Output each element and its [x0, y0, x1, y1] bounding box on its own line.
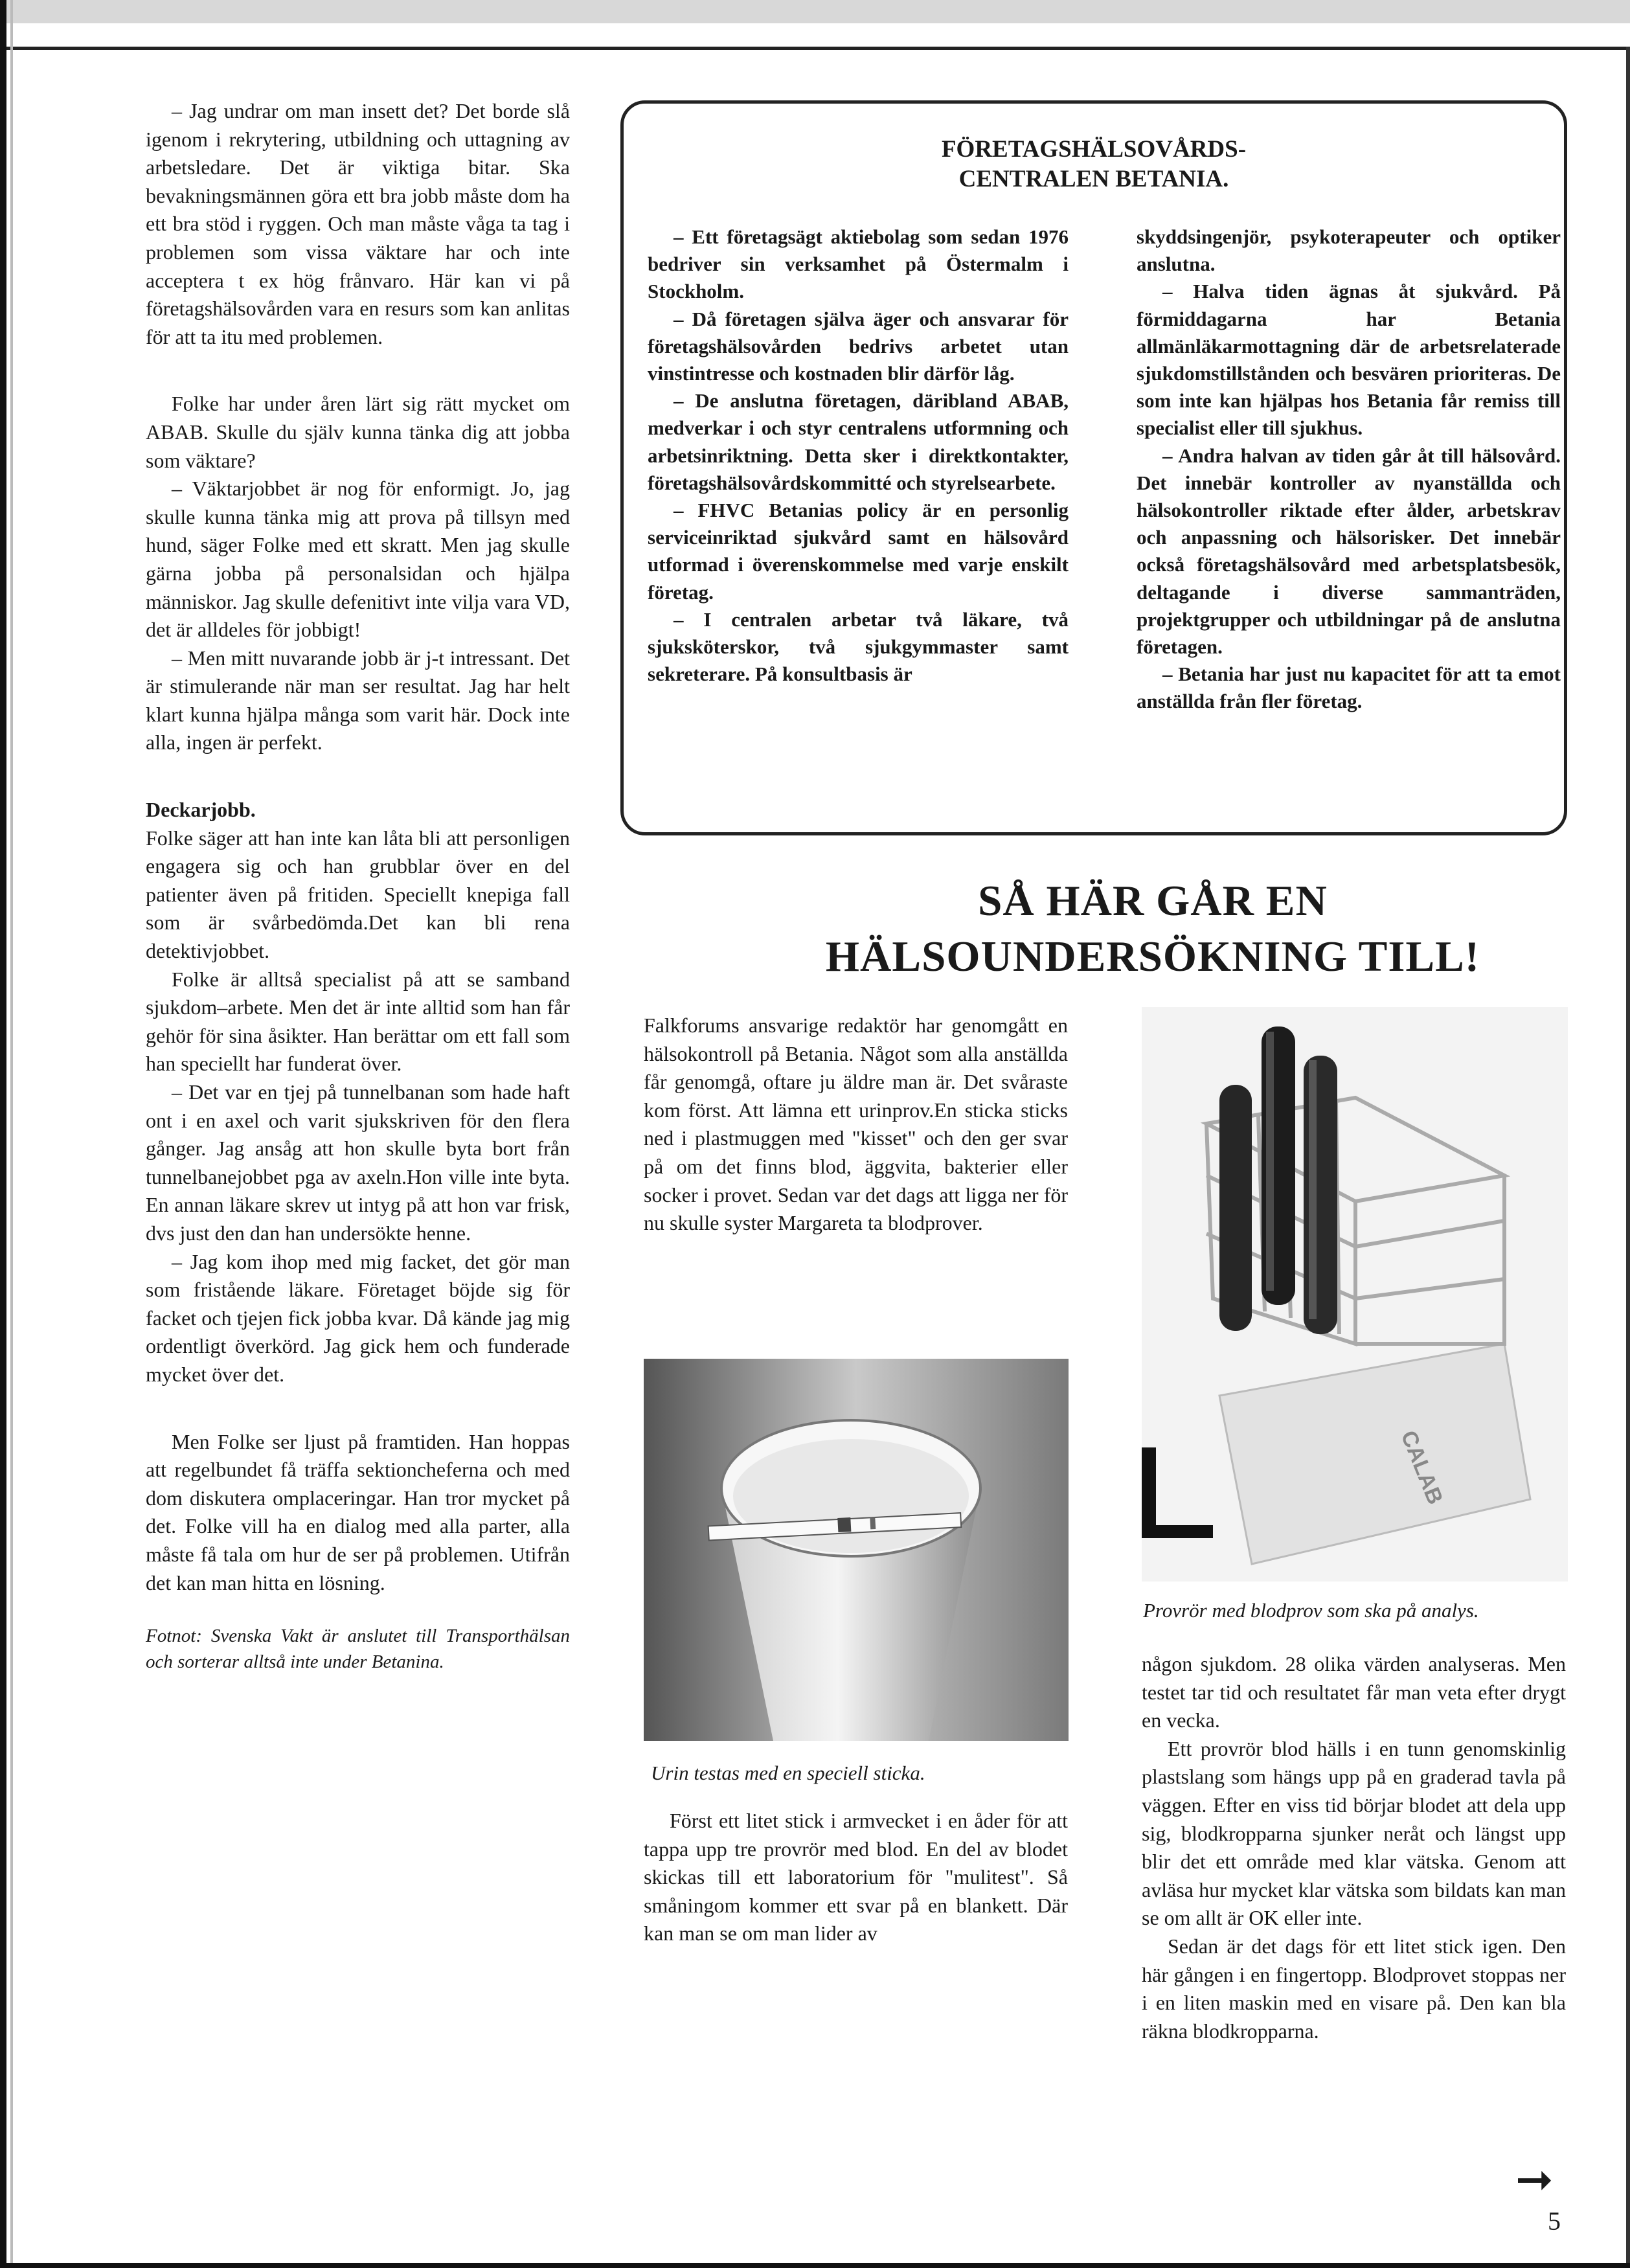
middle-intro-paragraph: Falkforums ansvarige redaktör har genomgått en hälsokontroll på Betania. Något som alla anställda får genomgå, oftare ju äldre man är. Det svåraste kom först. Att lämna ett urinprov.En sticka sticks ned i plastmuggen med "kisset" och den ger svar på om det finns blod, äggvita, bakterier eller socker i provet. Sedan var det dags att ligga ner för nu skulle syster Margareta ta blodprover. [644, 1014, 1068, 1235]
info-box-left-column [648, 223, 1069, 688]
scan-header-rule [0, 0, 1630, 50]
subhead-deckarjobb: Deckarjobb. [146, 798, 256, 822]
headline-line-1: SÅ HÄR GÅR EN [978, 877, 1328, 925]
footnote: Fotnot: Svenska Vakt är anslutet till Transporthälsan och sorterar alltså inte under Betanina. [146, 1626, 570, 1673]
box-left-item: – I centralen arbetar två läkare, två sjuksköterskor, två sjukgymmaster samt sekreterare. På konsultbasis är [648, 607, 1069, 686]
left-paragraph-3: – Väktarjobbet är nog för enformigt. Jo, jag skulle kunna tänka mig att prova på tillsyn med hund, säger Folke med ett skratt. Men jag skulle gärna jobba på personalsidan och hjälpa människor. Jag skulle defenitivt inte vilja vara VD, det är alldeles för jobbigt! [146, 477, 570, 642]
blood-tubes-photo [1142, 1007, 1568, 1582]
headline-line-2: HÄLSOUNDERSÖKNING TILL! [825, 933, 1480, 981]
box-right-item: – Halva tiden ägnas åt sjukvård. På förmiddagarna har Betania allmänläkarmottagning där de arbetsrelaterade sjukdomstillstånden och besvären prioriteras. De som inte kan hjälpas hos Betania får remiss till specialist eller till sjukhus. [1137, 280, 1561, 440]
left-paragraph-7: – Det var en tjej på tunnelbanan som hade haft ont i en axel och varit sjukskriven för den flera gånger. Jag ansåg att hon skulle byta bort från tunnelbanejobbet pga av axeln.Hon ville inte byta. En annan läkare skrev ut intyg på att hon var frisk, dvs just den dan han undersökte henne. [146, 1080, 570, 1245]
paragraph-gap [146, 757, 570, 796]
paragraph-gap [146, 351, 570, 390]
left-paragraph-2: Folke har under åren lärt sig rätt mycket om ABAB. Skulle du själv kunna tänka dig att jobba som väktare? [146, 392, 570, 472]
info-box-title-line-2: CENTRALEN BETANIA. [958, 166, 1229, 192]
scan-right-border [1626, 47, 1630, 2268]
scan-inner-border [10, 0, 13, 2268]
middle-paragraph-2: Först ett litet stick i armvecket i en åder för att tappa upp tre provrör med blod. En del av blodet skickas till ett laboratorium för "mulitest". Så småningom kommer ett svar på en blankett. Där kan man se om man lider av [644, 1809, 1068, 1945]
info-box-title-line-1: FÖRETAGSHÄLSOVÅRDS- [941, 136, 1247, 163]
paragraph-gap [146, 1389, 570, 1428]
urine-cup-photo [644, 1359, 1069, 1741]
paragraph-gap [146, 1597, 570, 1623]
middle-second-text [644, 1807, 1068, 1948]
right-paragraph-3: Sedan är det dags för ett litet stick igen. Den här gången i en fingertopp. Blodprovet stoppas ner i en liten maskin med en visare på. Den kan bla räkna blodkropparna. [1142, 1934, 1566, 2043]
left-paragraph-6: Folke är alltså specialist på att se samband sjukdom–arbete. Men det är inte alltid som han får gehör för sina åsikter. Han berättar om ett fall som han speciellt har funderat över. [146, 967, 570, 1076]
scan-left-border [0, 0, 6, 2268]
info-box-right-column [1137, 223, 1561, 716]
left-paragraph-5: Folke säger att han inte kan låta bli att personligen engagera sig och han grubblar över en del patienter även på fritiden. Speciellt knepiga fall som är svårbedömda.Det kan bli rena detektivjobbet. [146, 826, 570, 963]
page-number: 5 [1548, 2206, 1561, 2236]
left-paragraph-9: Men Folke ser ljust på framtiden. Han hoppas att regelbundet få träffa sektioncheferna och med dom diskutera omplaceringar. Han tror mycket på det. Folke vill ha en dialog med alla parter, alla måste få tala om hur de ser på problemen. Utifrån det kan man hitta en lösning. [146, 1429, 570, 1594]
box-left-item: – Ett företagsägt aktiebolag som sedan 1976 bedriver sin verksamhet på Östermalm i Stockholm. [648, 225, 1069, 303]
box-right-item: – Andra halvan av tiden går åt till hälsovård. Det innebär kontroller av nyanställda och hälsokontroller riktade efter ålder, arbetskrav och anpassning och hälsorisker. Det innebär också företagshälsovård med arbetsplatsbesök, deltagande i diverse sammanträden, projektgrupper och utbildningar på de anslutna företagen. [1137, 444, 1561, 659]
box-left-item: – De anslutna företagen, däribland ABAB, medverkar i och styr centralens utformning och arbetsinriktning. Detta sker i direktkontakter, företagshälsovårdskommitté och styrelsearbete. [648, 389, 1069, 494]
blood-tubes-illustration [1142, 1007, 1568, 1582]
box-right-item: skyddsingenjör, psykoterapeuter och optiker anslutna. [1137, 225, 1561, 276]
calab-label: CALAB [1396, 1427, 1448, 1508]
left-article-column [146, 97, 570, 1675]
left-paragraph-1: – Jag undrar om man insett det? Det borde slå igenom i rekrytering, utbildning och uttagning av arbetsledare. Det är viktiga bitar. Ska bevakningsmännen göra ett bra jobb måste dom ha ett bra stöd i ryggen. Och man måste våga ta tag i problemen som vissa väktare har och inte acceptera t ex hög frånvaro. Här kan vi på företagshälsovården vara en resurs som kan anlitas för att ta itu med problemen. [146, 99, 570, 348]
info-box-title [620, 135, 1567, 194]
scan-bottom-border [0, 2263, 1630, 2268]
left-paragraph-8: – Jag kom ihop med mig facket, det gör man som fristående läkare. Företaget böjde sig för facket och tjejen fick jobba kvar. Då kände jag mig ordentligt överkörd. Jag gick hem och funderade mycket över det. [146, 1249, 570, 1386]
continue-arrow-icon: ➞ [1515, 2155, 1554, 2205]
right-paragraph-2: Ett provrör blod hälls i en tunn genomskinlig plastslang som hängs upp på en graderad tavla på väggen. Efter en viss tid börjar blodet att dela upp sig, blodkropparna sjunker neråt och längst upp blir det ett område med klar vätska. Genom att avläsa hur mycket klar vätska som bildats kan man se om allt är OK eller inte. [1142, 1736, 1566, 1930]
article-headline [797, 873, 1509, 984]
box-left-item: – Då företagen själva äger och ansvarar för företagshälsovården bedrivs arbetet utan vinstintresse och kostnaden blir därför låg. [648, 307, 1069, 385]
left-paragraph-4: – Men mitt nuvarande jobb är j-t intressant. Det är stimulerande när man ser resultat. Jag har helt klart kunna hjälpa många som varit här. Dock inte alla, ingen är perfekt. [146, 646, 570, 754]
box-left-item: – FHVC Betanias policy är en personlig serviceinriktad sjukvård samt en hälsovård utformad i överenskommelse med varje enskilt företag. [648, 499, 1069, 604]
box-right-item: – Betania har just nu kapacitet för att ta emot anställda från fler företag. [1137, 663, 1561, 713]
urine-cup-illustration [644, 1359, 1069, 1741]
middle-intro-text [644, 1012, 1068, 1238]
right-article-column [1142, 1650, 1566, 2045]
right-paragraph-1: någon sjukdom. 28 olika värden analyseras. Men testet tar tid och resultatet får man veta efter drygt en vecka. [1142, 1652, 1566, 1732]
tubes-photo-caption: Provrör med blodprov som ska på analys. [1143, 1599, 1479, 1622]
cup-photo-caption: Urin testas med en speciell sticka. [651, 1762, 925, 1784]
